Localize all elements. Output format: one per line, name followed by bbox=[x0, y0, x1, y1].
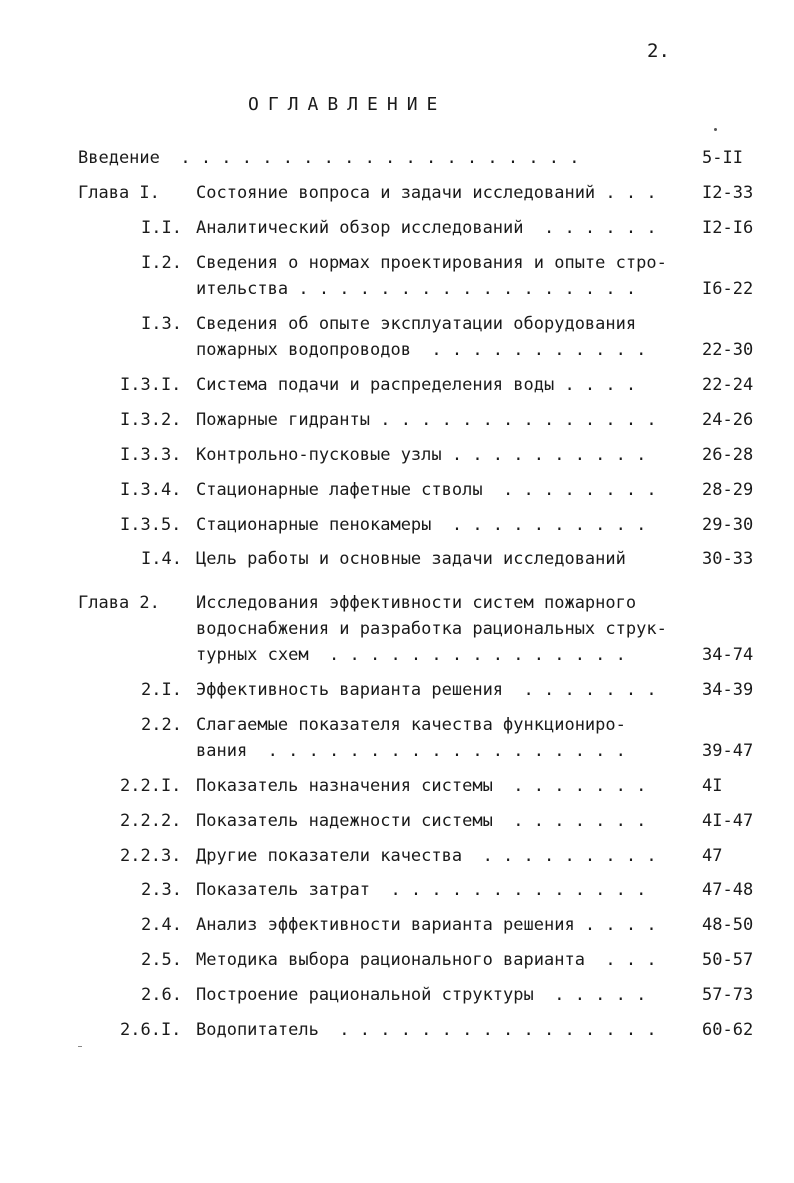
toc-entry-title: Методика выбора рационального варианта . . . bbox=[196, 950, 657, 970]
toc-entry-number: I.3.3. bbox=[120, 445, 182, 465]
toc-entry-pages: 28-29 bbox=[702, 480, 754, 500]
toc-entry-number: 2.4. bbox=[141, 915, 182, 935]
toc-entry-title: ительства . . . . . . . . . . . . . . . . . bbox=[196, 279, 637, 299]
toc-entry-title: Контрольно-пусковые узлы . . . . . . . . . . bbox=[196, 445, 647, 465]
toc-entry-number: I.3.5. bbox=[120, 515, 182, 535]
toc-entry-title: Показатель надежности системы . . . . . . . bbox=[196, 811, 647, 831]
toc-entry-title: Система подачи и распределения воды . . . . bbox=[196, 375, 637, 395]
page-title: ОГЛАВЛЕНИЕ bbox=[248, 94, 447, 115]
toc-entry-pages: 47-48 bbox=[702, 880, 754, 900]
toc-entry-pages: 26-28 bbox=[702, 445, 754, 465]
toc-entry-pages: 30-33 bbox=[702, 549, 754, 569]
toc-entry-number: I.3.2. bbox=[120, 410, 182, 430]
page-number: 2. bbox=[647, 40, 670, 62]
toc-entry-title: Построение рациональной структуры . . . . . bbox=[196, 985, 647, 1005]
toc-entry-pages: 57-73 bbox=[702, 985, 754, 1005]
toc-entry-title: пожарных водопроводов . . . . . . . . . . . bbox=[196, 340, 647, 360]
toc-entry-pages: 4I-47 bbox=[702, 811, 754, 831]
toc-entry-pages: 60-62 bbox=[702, 1020, 754, 1040]
toc-entry-number: 2.2.I. bbox=[120, 776, 182, 796]
toc-entry-number: I.3.4. bbox=[120, 480, 182, 500]
toc-entry-pages: I2-I6 bbox=[702, 218, 754, 238]
toc-entry-pages: 48-50 bbox=[702, 915, 754, 935]
toc-entry-number: 2.6.I. bbox=[120, 1020, 182, 1040]
toc-entry-pages: I6-22 bbox=[702, 279, 754, 299]
toc-entry-number: I.2. bbox=[141, 253, 182, 273]
toc-entry-pages: 34-74 bbox=[702, 645, 754, 665]
toc-entry-title: Стационарные пенокамеры . . . . . . . . . . bbox=[196, 515, 647, 535]
toc-entry-pages: I2-33 bbox=[702, 183, 754, 203]
toc-entry-pages: 34-39 bbox=[702, 680, 754, 700]
toc-entry-title: Сведения о нормах проектирования и опыте стро- bbox=[196, 253, 667, 273]
toc-entry-number: 2.2.2. bbox=[120, 811, 182, 831]
toc-entry-title: водоснабжения и разработка рациональных струк- bbox=[196, 619, 667, 639]
toc-entry-pages: 39-47 bbox=[702, 741, 754, 761]
toc-entry-number: I.3.I. bbox=[120, 375, 182, 395]
toc-entry-pages: 29-30 bbox=[702, 515, 754, 535]
toc-entry-title: Состояние вопроса и задачи исследований . . . bbox=[196, 183, 657, 203]
toc-entry-number: 2.5. bbox=[141, 950, 182, 970]
toc-entry-title: Показатель назначения системы . . . . . . . bbox=[196, 776, 647, 796]
toc-entry-title: Водопитатель . . . . . . . . . . . . . . . . bbox=[196, 1020, 657, 1040]
toc-entry-number: I.I. bbox=[141, 218, 182, 238]
toc-entry-title: Анализ эффективности варианта решения . . . . bbox=[196, 915, 657, 935]
toc-entry-pages: 4I bbox=[702, 776, 723, 796]
toc-entry-pages: 24-26 bbox=[702, 410, 754, 430]
toc-entry-title: Показатель затрат . . . . . . . . . . . . . bbox=[196, 880, 647, 900]
toc-entry-number: 2.3. bbox=[141, 880, 182, 900]
toc-entry-number: I.3. bbox=[141, 314, 182, 334]
toc-entry-pages: 50-57 bbox=[702, 950, 754, 970]
toc-entry-pages: 22-24 bbox=[702, 375, 754, 395]
scan-speck bbox=[78, 1046, 82, 1047]
toc-entry-title: турных схем . . . . . . . . . . . . . . . bbox=[196, 645, 626, 665]
toc-entry-number: 2.2. bbox=[141, 715, 182, 735]
toc-entry-number: 2.I. bbox=[141, 680, 182, 700]
toc-entry-number: Глава I. bbox=[78, 183, 160, 203]
toc-entry-title: Исследования эффективности систем пожарного bbox=[196, 593, 637, 613]
toc-entry-pages: 47 bbox=[702, 846, 723, 866]
toc-entry-number: Глава 2. bbox=[78, 593, 160, 613]
toc-entry-number: 2.2.3. bbox=[120, 846, 182, 866]
toc-entry-title: Эффективность варианта решения . . . . . . . bbox=[196, 680, 657, 700]
toc-entry-number: I.4. bbox=[141, 549, 182, 569]
toc-entry-number: 2.6. bbox=[141, 985, 182, 1005]
scan-speck bbox=[714, 128, 717, 131]
toc-entry-title: Стационарные лафетные стволы . . . . . . . . bbox=[196, 480, 657, 500]
toc-entry-title: Сведения об опыте эксплуатации оборудования bbox=[196, 314, 637, 334]
toc-entry-pages: 22-30 bbox=[702, 340, 754, 360]
toc-entry-title: Аналитический обзор исследований . . . . . . bbox=[196, 218, 657, 238]
toc-entry-title: Слагаемые показателя качества функциониро- bbox=[196, 715, 626, 735]
toc-entry-title: вания . . . . . . . . . . . . . . . . . . bbox=[196, 741, 626, 761]
toc-entry-title: Пожарные гидранты . . . . . . . . . . . . . . bbox=[196, 410, 657, 430]
toc-entry-title: Цель работы и основные задачи исследований bbox=[196, 549, 626, 569]
toc-entry-title: Другие показатели качества . . . . . . . . . bbox=[196, 846, 657, 866]
toc-entry-title: Введение . . . . . . . . . . . . . . . . . . . . bbox=[78, 148, 580, 168]
toc-entry-pages: 5-II bbox=[702, 148, 743, 168]
